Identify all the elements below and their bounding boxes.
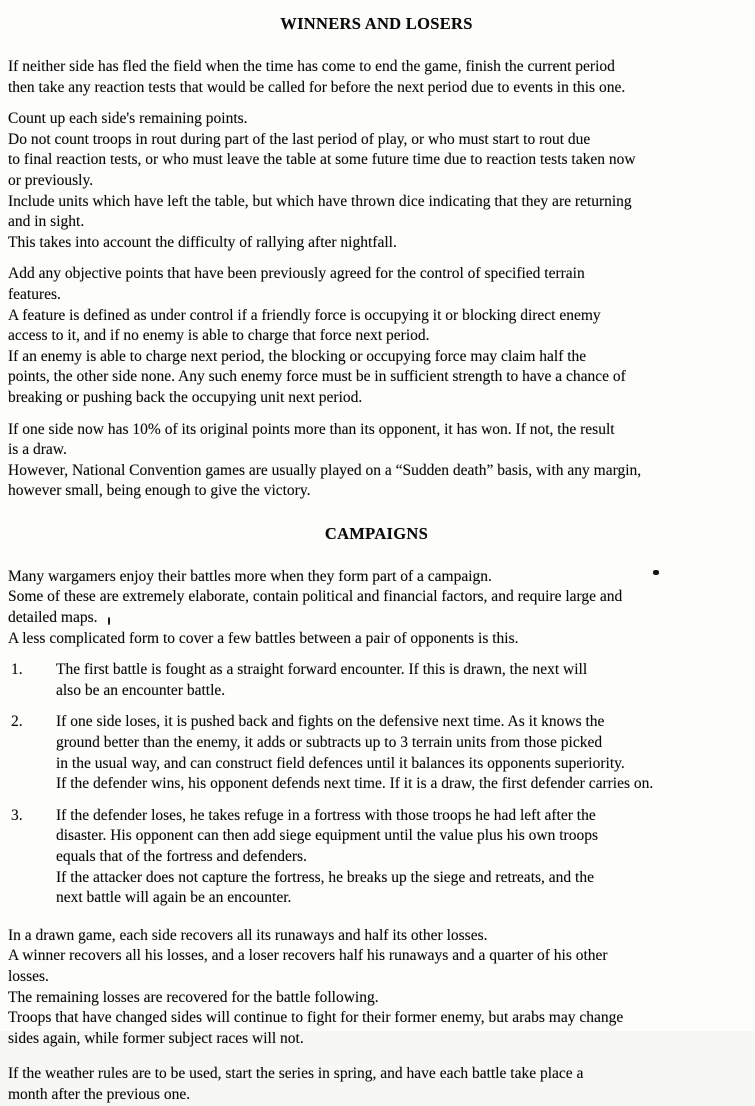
text-line: next battle will again be an encounter. xyxy=(56,889,292,907)
text-line: in the usual way, and can construct field defences until it balances its opponents superiority. xyxy=(56,754,625,772)
paragraph xyxy=(8,567,745,649)
text-line: detailed maps. xyxy=(8,609,98,627)
text-line: Include units which have left the table, but which have thrown dice indicating that they are returning xyxy=(8,192,632,210)
text-line: If the attacker does not capture the fortress, he breaks up the siege and retreats, and the xyxy=(56,868,594,886)
text-line: If one side now has 10% of its original points more than its opponent, it has won. If not, the result xyxy=(8,420,615,438)
text-line: then take any reaction tests that would be called for before the next period due to events in this one. xyxy=(8,78,626,96)
text-line: If one side loses, it is pushed back and fights on the defensive next time. As it knows the xyxy=(56,713,605,731)
ink-tick-artifact xyxy=(108,617,110,625)
text-line: month after the previous one. xyxy=(8,1085,191,1103)
text-line: or previously. xyxy=(8,171,94,189)
text-line: Troops that have changed sides will continue to fight for their former enemy, but arabs may change xyxy=(8,1009,624,1027)
text-line: however small, being enough to give the victory. xyxy=(8,482,311,500)
text-line: The remaining losses are recovered for the battle following. xyxy=(8,988,379,1006)
text-line: sides again, while former subject races will not. xyxy=(8,1029,304,1047)
paragraph xyxy=(8,109,745,253)
paragraph xyxy=(8,420,745,502)
text-line: If the defender loses, he takes refuge in a fortress with those troops he had left after the xyxy=(56,806,596,824)
list-item-text xyxy=(56,660,745,701)
text-line: A feature is defined as under control if a friendly force is occupying it or blocking direct enemy xyxy=(8,306,601,324)
text-line: Add any objective points that have been previously agreed for the control of specified terrain xyxy=(8,265,585,283)
text-line: In a drawn game, each side recovers all its runaways and half its other losses. xyxy=(8,926,488,944)
ink-speck-artifact xyxy=(653,570,659,575)
paragraph xyxy=(8,926,745,1050)
section-heading: WINNERS AND LOSERS xyxy=(280,14,473,33)
list-item-number: 3. xyxy=(11,806,23,824)
text-line: Do not count troops in rout during part of the last period of play, or who must start to rout due xyxy=(8,130,591,148)
text-line: equals that of the fortress and defenders. xyxy=(56,848,307,865)
list-item-number: 1. xyxy=(11,661,23,679)
numbered-list-item xyxy=(8,806,745,909)
text-line: A winner recovers all his losses, and a loser recovers half his runaways and a quarter of his other xyxy=(8,947,608,965)
text-line: A less complicated form to cover a few battles between a pair of opponents is this. xyxy=(8,629,519,647)
text-line: breaking or pushing back the occupying unit next period. xyxy=(8,388,363,406)
text-line: If an enemy is able to charge next period, the blocking or occupying force may claim half the xyxy=(8,347,587,365)
text-line: Many wargamers enjoy their battles more when they form part of a campaign. xyxy=(8,567,492,585)
text-line: This takes into account the difficulty of rallying after nightfall. xyxy=(8,233,397,251)
text-line: features. xyxy=(8,285,61,303)
text-line: points, the other side none. Any such enemy force must be in sufficient strength to have a chance of xyxy=(8,368,626,386)
list-item-number: 2. xyxy=(11,713,23,731)
text-line: If the defender wins, his opponent defends next time. If it is a draw, the first defender carries on. xyxy=(56,775,654,793)
list-item-text xyxy=(56,712,745,794)
text-line: access to it, and if no enemy is able to charge that force next period. xyxy=(8,327,430,345)
text-line: is a draw. xyxy=(8,441,67,459)
document-body xyxy=(8,14,745,1106)
list-item-text xyxy=(56,806,745,909)
text-line: If the weather rules are to be used, start the series in spring, and have each battle take place a xyxy=(8,1065,584,1083)
text-line: and in sight. xyxy=(8,213,85,231)
paragraph xyxy=(8,264,745,408)
text-line: Count up each side's remaining points. xyxy=(8,110,248,128)
text-line: ground better than the enemy, it adds or subtracts up to 3 terrain units from those picked xyxy=(56,734,603,752)
text-line: also be an encounter battle. xyxy=(56,681,226,699)
text-line: disaster. His opponent can then add siege equipment until the value plus his own troops xyxy=(56,827,598,845)
text-line: However, National Convention games are usually played on a “Sudden death” basis, with any margin, xyxy=(8,461,642,479)
text-line: If neither side has fled the field when the time has come to end the game, finish the current period xyxy=(8,58,615,75)
text-line: The first battle is fought as a straight forward encounter. If this is drawn, the next will xyxy=(56,661,588,679)
text-line: to final reaction tests, or who must leave the table at some future time due to reaction tests taken now xyxy=(8,151,636,169)
numbered-list-item xyxy=(8,712,745,794)
text-line: Some of these are extremely elaborate, contain political and financial factors, and require large and xyxy=(8,588,623,606)
text-line: losses. xyxy=(8,967,49,985)
paragraph xyxy=(8,1064,745,1105)
numbered-list-item xyxy=(8,660,745,701)
paragraph xyxy=(8,57,745,98)
section-heading: CAMPAIGNS xyxy=(324,523,429,543)
